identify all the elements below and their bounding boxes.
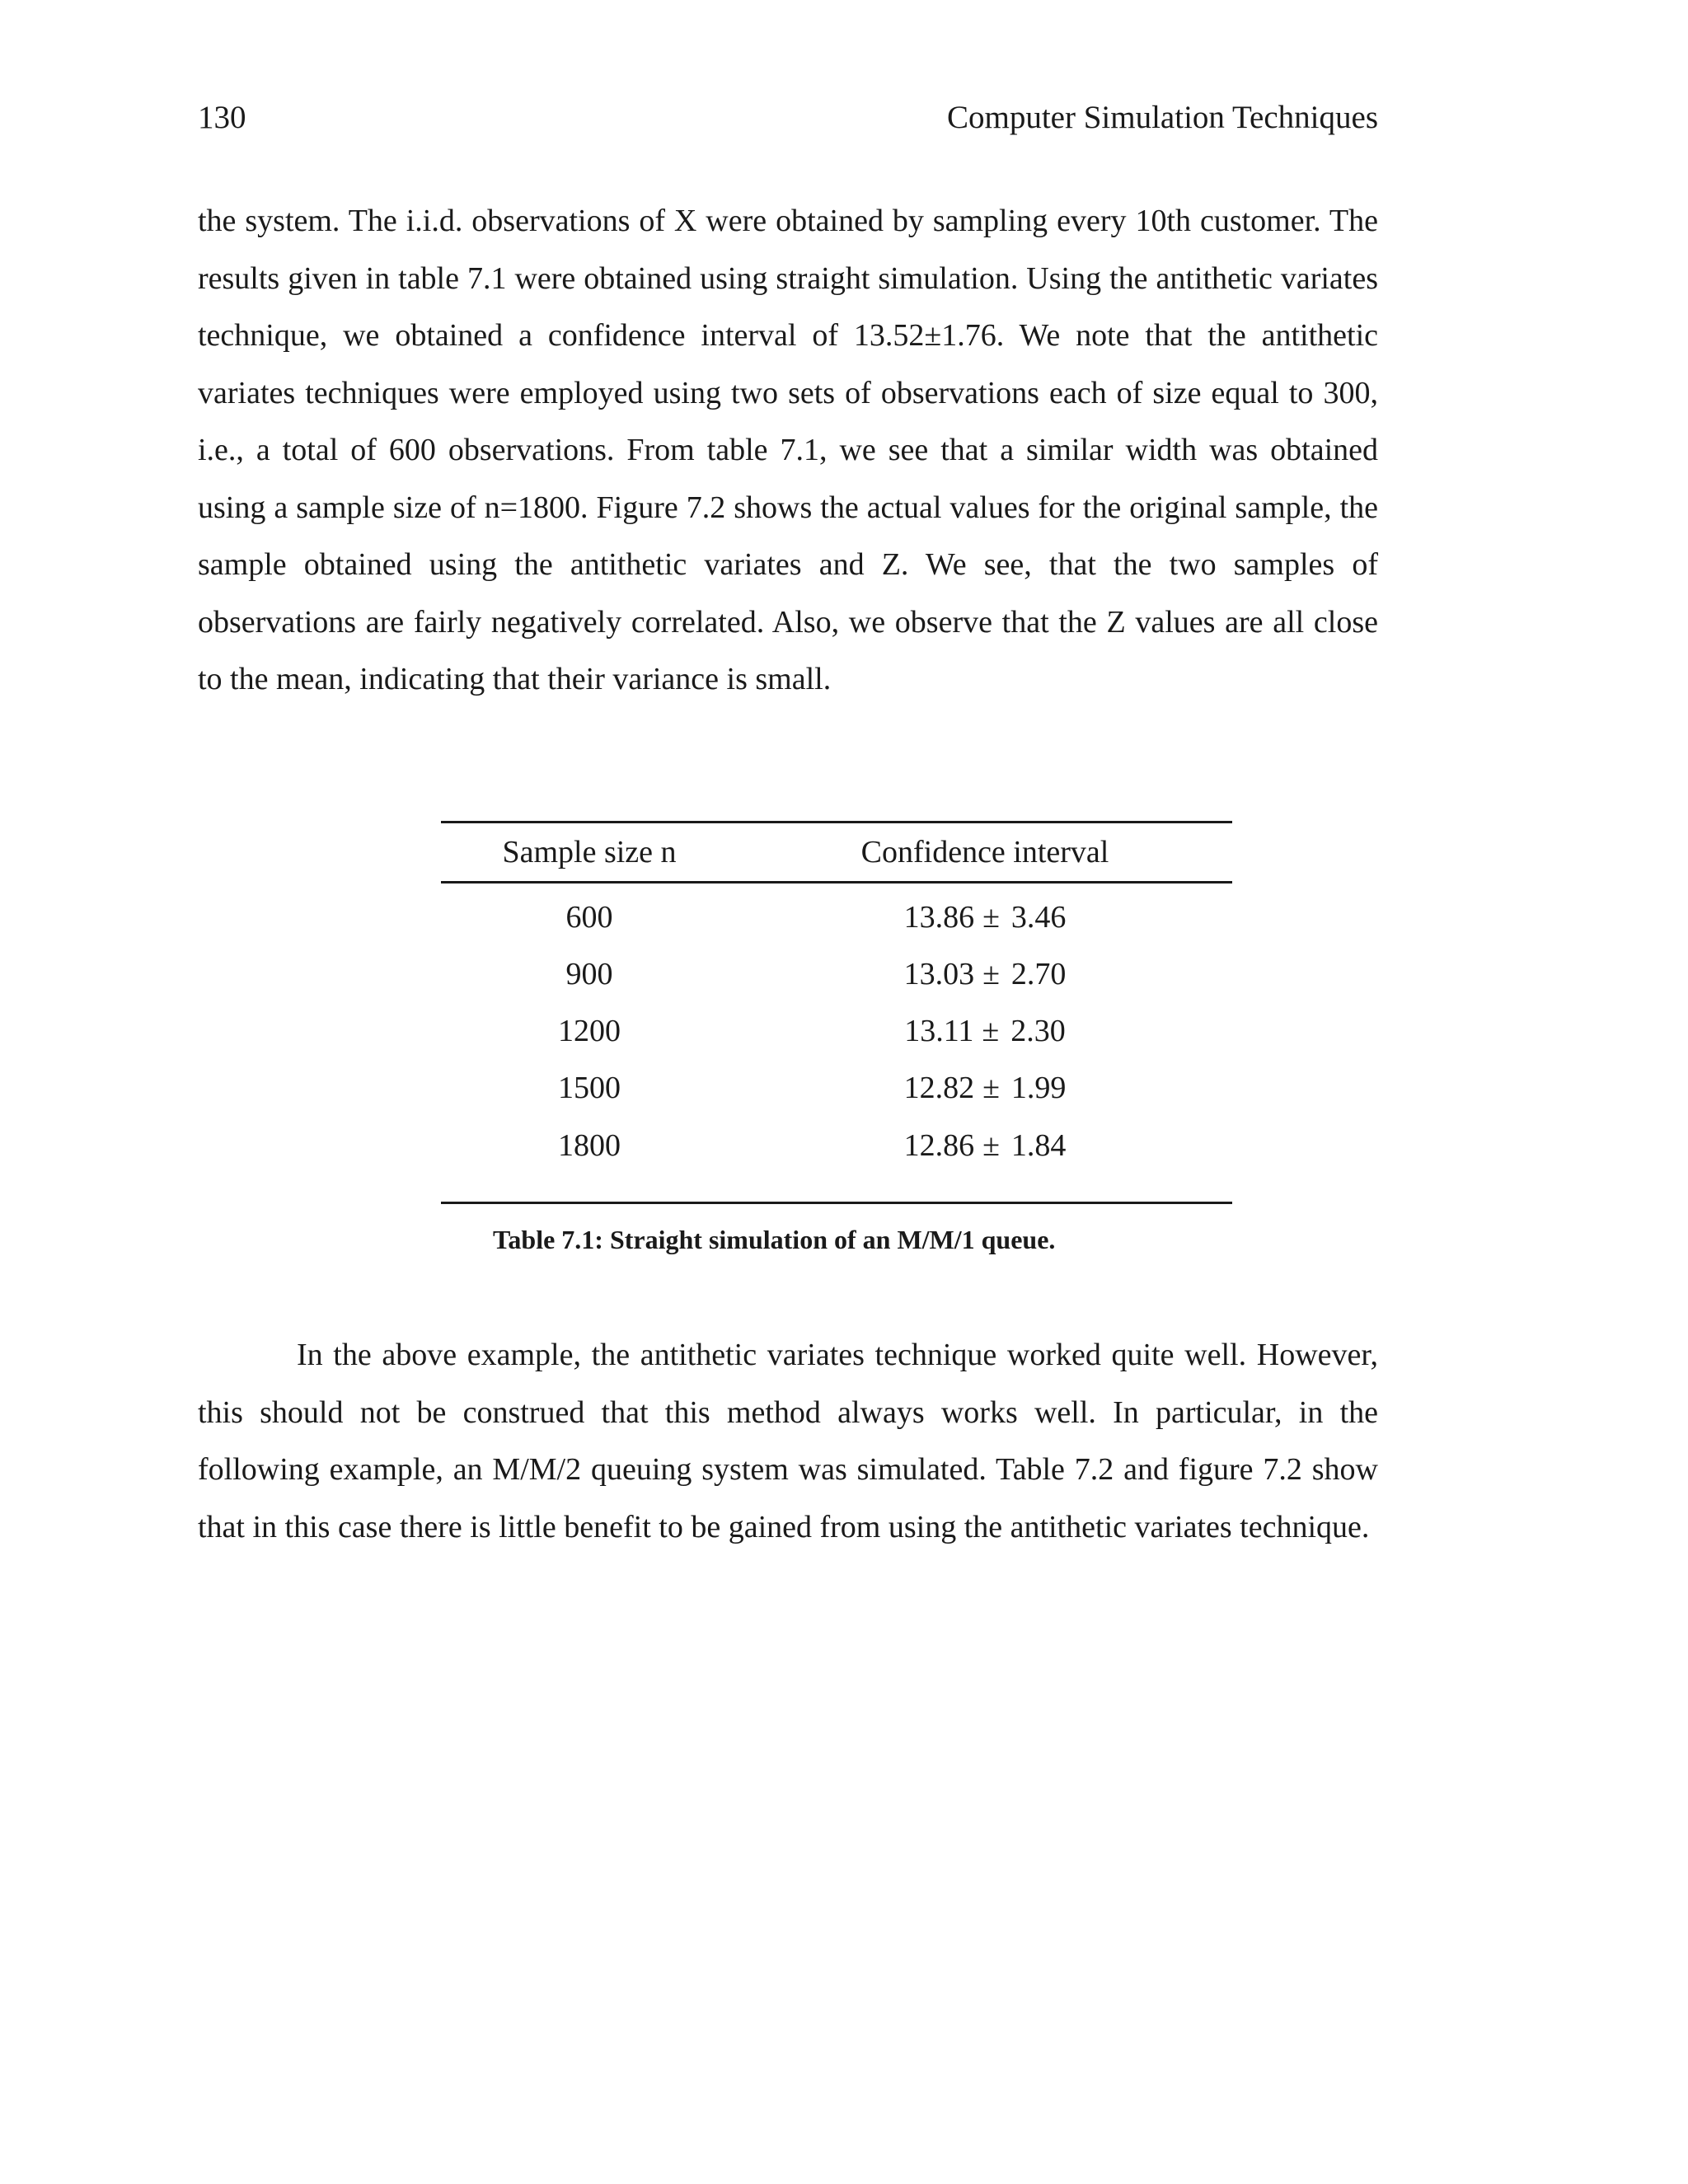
- ci-mean: 13.03: [903, 956, 975, 991]
- plus-minus-symbol: ±: [982, 1128, 1000, 1163]
- table-row: [441, 1002, 1232, 1059]
- confidence-interval-cell: [738, 1059, 1232, 1116]
- data-table: [441, 821, 1232, 1204]
- body-paragraph: In the above example, the antithetic variates technique worked quite well. However, this should not be construed that this method always works well. In particular, in the following example, an M/M/2 queuing system was simulated. Table 7.2 and figure 7.2 show that in this case there is little benefit to be gained from using the antithetic variates technique.: [198, 1338, 1378, 1544]
- confidence-interval-cell: [738, 945, 1232, 1002]
- table-row: [441, 883, 1232, 946]
- body-paragraph: the system. The i.i.d. observations of X were obtained by sampling every 10th customer. The results given in table 7.1 were obtained using straight simulation. Using the antithetic variates technique, we obtained a confidence interval of 13.52±1.76. We note that the antithetic variates techniques were employed using two sets of observations each of size equal to 300, i.e., a total of 600 observations. From table 7.1, we see that a similar width was obtained using a sample size of n=1800. Figure 7.2 shows the actual values for the original sample, the sample obtained using the antithetic variates and Z. We see, that the two samples of observations are fairly negatively correlated. Also, we observe that the Z values are all close to the mean, indicating that their variance is small.: [198, 204, 1378, 696]
- column-header-sample-size: Sample size n: [441, 823, 738, 883]
- ci-mean: 13.86: [903, 899, 975, 935]
- plus-minus-symbol: ±: [982, 956, 1000, 991]
- running-title: Computer Simulation Techniques: [947, 100, 1378, 135]
- sample-size-cell: 900: [565, 956, 613, 991]
- sample-size-cell: 1800: [441, 1116, 738, 1203]
- page-number: 130: [198, 100, 246, 135]
- ci-mean: 13.11: [904, 1013, 974, 1048]
- sample-size-cell: 1500: [558, 1070, 621, 1105]
- table-7-1: [441, 821, 1232, 1204]
- ci-halfwidth: 2.70: [1010, 956, 1067, 991]
- column-header-confidence-interval: Confidence interval: [738, 823, 1232, 883]
- table-row: [441, 1059, 1232, 1116]
- ci-mean: 12.82: [903, 1070, 975, 1105]
- ci-halfwidth: 1.99: [1010, 1070, 1067, 1105]
- confidence-interval-cell: [738, 883, 1232, 946]
- plus-minus-symbol: ±: [982, 899, 1000, 935]
- ci-halfwidth: 3.46: [1010, 899, 1067, 935]
- plus-minus-symbol: ±: [982, 1013, 1000, 1048]
- ci-halfwidth: 1.84: [1010, 1128, 1067, 1163]
- confidence-interval-cell: [738, 1002, 1232, 1059]
- confidence-interval-cell: [738, 1116, 1232, 1203]
- sample-size-cell: 600: [565, 899, 613, 935]
- table-row: [441, 1116, 1232, 1203]
- table-header-row: [441, 823, 1232, 883]
- table-row: [441, 945, 1232, 1002]
- plus-minus-symbol: ±: [982, 1070, 1000, 1105]
- ci-mean: 12.86: [903, 1128, 975, 1163]
- ci-halfwidth: 2.30: [1010, 1013, 1066, 1048]
- sample-size-cell: 1200: [558, 1013, 621, 1048]
- table-caption: Table 7.1: Straight simulation of an M/M/1 queue.: [493, 1225, 1056, 1254]
